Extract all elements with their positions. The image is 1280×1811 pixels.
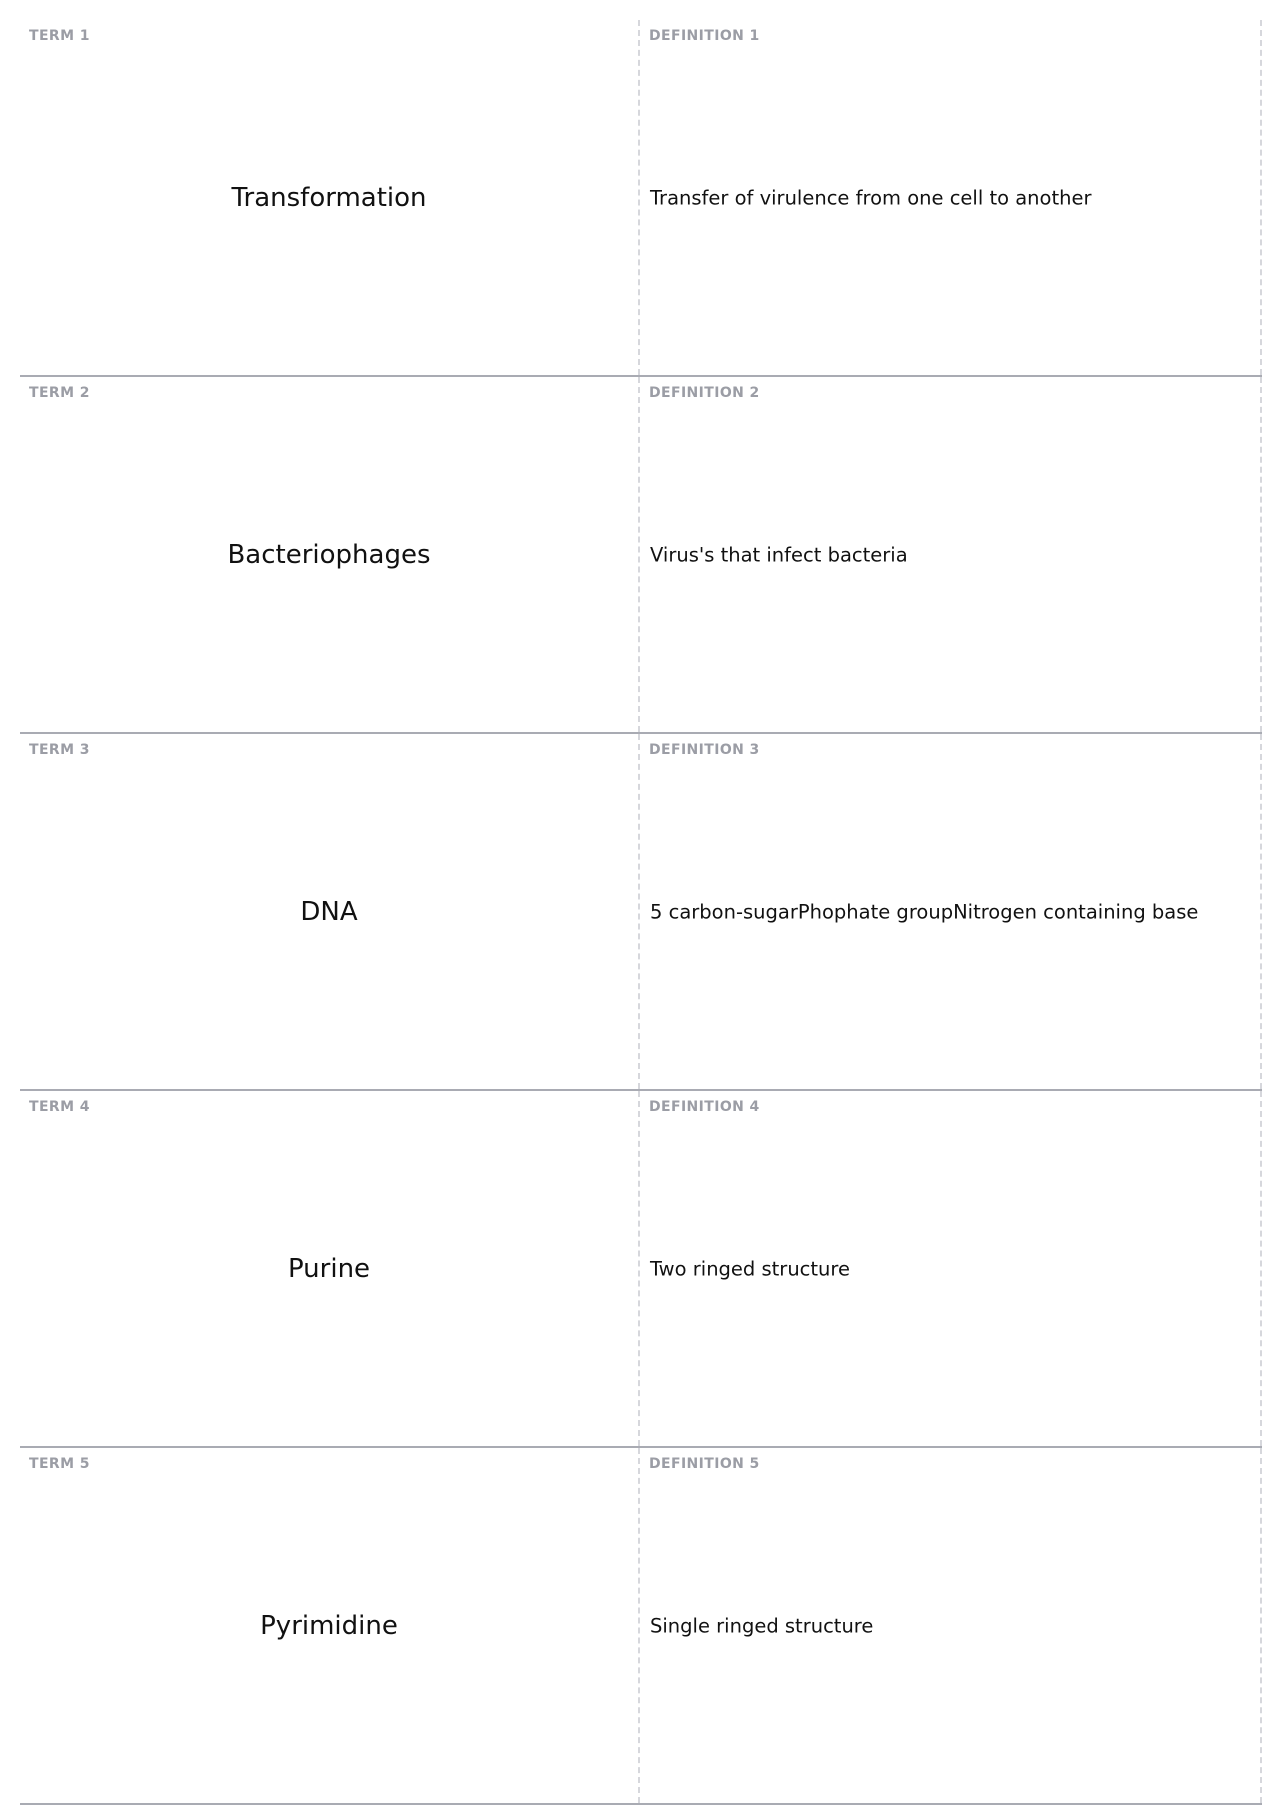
definition-text: Transfer of virulence from one cell to another xyxy=(650,186,1092,209)
term-label: TERM 3 xyxy=(29,742,90,758)
definition-text: Virus's that infect bacteria xyxy=(650,543,908,566)
definition-text: Single ringed structure xyxy=(650,1614,874,1637)
flashcard-row xyxy=(20,1091,1262,1448)
term-label: TERM 4 xyxy=(29,1099,90,1115)
flashcard-row xyxy=(20,377,1262,734)
definition-text: 5 carbon-sugarPhophate groupNitrogen containing base xyxy=(650,900,1199,923)
term-cell xyxy=(20,377,640,732)
definition-cell xyxy=(640,1091,1262,1446)
flashcard-sheet xyxy=(20,20,1262,1805)
term-cell xyxy=(20,1448,640,1803)
flashcard-row xyxy=(20,20,1262,377)
term-cell xyxy=(20,1091,640,1446)
definition-cell xyxy=(640,20,1262,375)
definition-cell xyxy=(640,734,1262,1089)
definition-cell xyxy=(640,1448,1262,1803)
term-text: Bacteriophages xyxy=(227,539,431,570)
definition-label: DEFINITION 4 xyxy=(649,1099,760,1115)
definition-label: DEFINITION 2 xyxy=(649,385,760,401)
term-cell xyxy=(20,20,640,375)
definition-label: DEFINITION 5 xyxy=(649,1456,760,1472)
term-label: TERM 1 xyxy=(29,28,90,44)
definition-label: DEFINITION 3 xyxy=(649,742,760,758)
term-cell xyxy=(20,734,640,1089)
term-label: TERM 5 xyxy=(29,1456,90,1472)
flashcard-row xyxy=(20,1448,1262,1805)
definition-cell xyxy=(640,377,1262,732)
term-text: Transformation xyxy=(231,182,427,213)
term-text: Purine xyxy=(287,1253,371,1284)
term-label: TERM 2 xyxy=(29,385,90,401)
term-text: Pyrimidine xyxy=(260,1610,398,1641)
definition-label: DEFINITION 1 xyxy=(649,28,760,44)
flashcard-row xyxy=(20,734,1262,1091)
term-text: DNA xyxy=(300,896,358,927)
definition-text: Two ringed structure xyxy=(650,1257,850,1280)
